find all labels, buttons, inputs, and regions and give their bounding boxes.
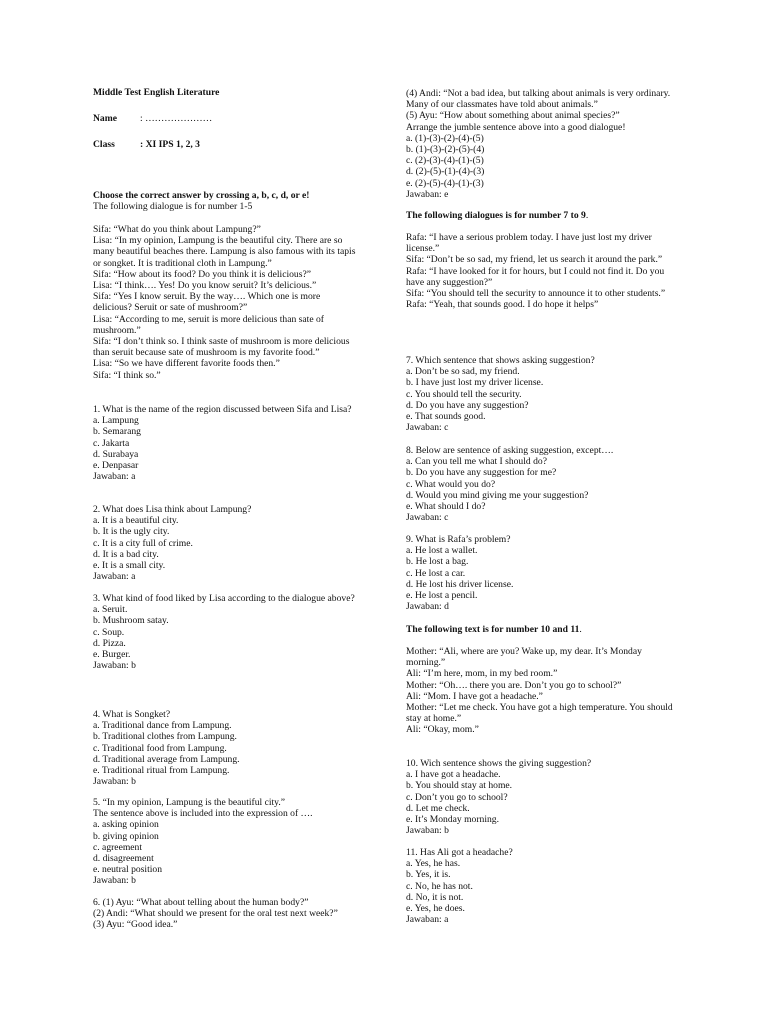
option[interactable]: d. It is a bad city. bbox=[93, 548, 159, 560]
option[interactable]: c. Jakarta bbox=[93, 437, 130, 449]
dialogue-line: Sifa: “What do you think about Lampung?” bbox=[93, 224, 261, 235]
option[interactable]: c. What would you do? bbox=[406, 478, 496, 490]
dialogue-line: Sifa: “Don’t be so sad, my friend, let us search it around the park.” bbox=[406, 254, 663, 266]
answer: Jawaban: e bbox=[406, 188, 449, 200]
question-6-part1 bbox=[93, 897, 361, 931]
option[interactable]: c. Soup. bbox=[93, 626, 125, 638]
section-heading: The following text is for number 10 and 11 bbox=[406, 624, 580, 635]
title-text: Middle Test English Literature bbox=[93, 87, 220, 98]
answer: Jawaban: d bbox=[406, 601, 449, 613]
dialogue-line: Sifa: “I don’t think so. I think saste of mushroom is more delicious than seruit because sate of mushroom is my favorite food.” bbox=[93, 336, 350, 359]
name-label: Name bbox=[93, 113, 117, 124]
section-heading-tail: . bbox=[579, 624, 582, 635]
option[interactable]: d. (2)-(5)-(1)-(4)-(3) bbox=[406, 166, 485, 178]
question-stem: Arrange the jumble sentence above into a good dialogue! bbox=[406, 121, 626, 133]
option[interactable]: b. Semarang bbox=[93, 426, 141, 438]
name-value: : ………………… bbox=[140, 113, 213, 124]
answer: Jawaban: b bbox=[93, 776, 136, 788]
dialogue-line: Ali: “I’m here, mom, in my bed room.” bbox=[406, 668, 558, 680]
dialogue-line: Mother: “Let me check. You have got a high temperature. You should stay at home.” bbox=[406, 702, 673, 725]
dialogue-line: Mother: “Oh…. there you are. Don’t you go to school?” bbox=[406, 679, 622, 691]
question-1 bbox=[93, 404, 361, 482]
heading-10-11 bbox=[406, 624, 674, 635]
dialogue-line: Sifa: “How about its food? Do you think it is delicious?” bbox=[93, 268, 311, 280]
option[interactable]: e. Yes, he does. bbox=[406, 903, 465, 915]
question-stem: 4. What is Songket? bbox=[93, 709, 171, 720]
question-stem: 3. What kind of food liked by Lisa according to the dialogue above? bbox=[93, 593, 355, 604]
option[interactable]: c. It is a city full of crime. bbox=[93, 537, 193, 549]
dialogue-2 bbox=[406, 232, 674, 310]
section-heading: The following dialogues is for number 7 to 9 bbox=[406, 210, 586, 221]
option[interactable]: d. Would you mind giving me your suggestion? bbox=[406, 489, 589, 501]
class-label: Class bbox=[93, 139, 115, 150]
answer: Jawaban: b bbox=[93, 660, 136, 672]
dialogue-line: Lisa: “In my opinion, Lampung is the beautiful city. There are so many beautiful beaches there. Lampung is also famous with its tapis or songket. It is traditional cloth in Lampung.” bbox=[93, 235, 356, 269]
question-9 bbox=[406, 534, 674, 612]
option[interactable]: a. Don’t be so sad, my friend. bbox=[406, 366, 520, 378]
dialogue-line: Rafa: “I have looked for it for hours, but I could not find it. Do you have any suggestion?” bbox=[406, 265, 665, 288]
dialogue-line: Sifa: “I think so.” bbox=[93, 369, 161, 381]
question-4 bbox=[93, 709, 361, 787]
class-row bbox=[93, 139, 200, 150]
dialogue-line: Rafa: “Yeah, that sounds good. I do hope it helps” bbox=[406, 299, 599, 311]
instruction-block bbox=[93, 190, 361, 212]
option[interactable]: e. It is a small city. bbox=[93, 560, 166, 572]
option[interactable]: c. Don’t you go to school? bbox=[406, 791, 508, 803]
option[interactable]: d. Pizza. bbox=[93, 637, 126, 649]
question-stem: 1. What is the name of the region discussed between Sifa and Lisa? bbox=[93, 404, 352, 415]
question-stem: (2) Andi: “What should we present for the oral test next week?” bbox=[93, 908, 338, 920]
option[interactable]: b. Do you have any suggestion for me? bbox=[406, 467, 557, 479]
question-stem: 2. What does Lisa think about Lampung? bbox=[93, 504, 252, 515]
option[interactable]: c. (2)-(3)-(4)-(1)-(5) bbox=[406, 155, 484, 167]
dialogue-line: Lisa: “I think…. Yes! Do you know seruit? It’s delicious.” bbox=[93, 280, 317, 292]
class-value: : XI IPS 1, 2, 3 bbox=[140, 139, 200, 150]
option[interactable]: d. disagreement bbox=[93, 853, 154, 865]
option[interactable]: b. You should stay at home. bbox=[406, 780, 513, 792]
question-2 bbox=[93, 504, 361, 582]
dialogue-line: Sifa: “Yes I know seruit. By the way…. Which one is more delicious? Seruit or sate of mushroom?” bbox=[93, 291, 321, 314]
option[interactable]: d. Surabaya bbox=[93, 448, 139, 460]
question-5 bbox=[93, 797, 361, 887]
option[interactable]: e. neutral position bbox=[93, 864, 163, 876]
question-stem: 5. “In my opinion, Lampung is the beautiful city.” bbox=[93, 797, 286, 808]
dialogue-line: Lisa: “So we have different favorite foods then.” bbox=[93, 358, 280, 370]
instruction: Choose the correct answer by crossing a, b, c, d, or e! bbox=[93, 190, 310, 201]
question-stem: (4) Andi: “Not a bad idea, but talking about animals is very ordinary. Many of our classmates have told about animals.” bbox=[406, 88, 671, 111]
option[interactable]: e. Burger. bbox=[93, 649, 131, 661]
option[interactable]: c. He lost a car. bbox=[406, 567, 466, 579]
answer: Jawaban: b bbox=[93, 875, 136, 887]
dialogue-line: Sifa: “You should tell the security to announce it to other students.” bbox=[406, 288, 666, 300]
option[interactable]: c. No, he has not. bbox=[406, 880, 473, 892]
question-10 bbox=[406, 758, 674, 836]
option[interactable]: a. Seruit. bbox=[93, 604, 128, 616]
option[interactable]: e. That sounds good. bbox=[406, 411, 486, 423]
question-stem: The sentence above is included into the expression of …. bbox=[93, 808, 313, 820]
answer: Jawaban: c bbox=[406, 422, 449, 434]
answer: Jawaban: b bbox=[406, 825, 449, 837]
option[interactable]: a. I have got a headache. bbox=[406, 769, 501, 781]
option[interactable]: b. Mushroom satay. bbox=[93, 615, 169, 627]
option[interactable]: e. Denpasar bbox=[93, 460, 139, 472]
answer: Jawaban: a bbox=[93, 471, 136, 483]
option[interactable]: c. You should tell the security. bbox=[406, 388, 522, 400]
question-stem: 11. Has Ali got a headache? bbox=[406, 847, 513, 858]
dialogue-line: Mother: “Ali, where are you? Wake up, my dear. It’s Monday morning.” bbox=[406, 646, 642, 669]
question-stem: 7. Which sentence that shows asking suggestion? bbox=[406, 355, 595, 366]
answer: Jawaban: a bbox=[406, 914, 449, 926]
dialogue-1 bbox=[93, 224, 361, 381]
dialogue-line: Ali: “Okay, mom.” bbox=[406, 724, 479, 736]
option[interactable]: e. What should I do? bbox=[406, 501, 486, 513]
option[interactable]: a. It is a beautiful city. bbox=[93, 515, 179, 527]
option[interactable]: b. I have just lost my driver license. bbox=[406, 377, 544, 389]
option[interactable]: a. Can you tell me what I should do? bbox=[406, 456, 547, 468]
option[interactable]: c. Traditional food from Lampung. bbox=[93, 742, 227, 754]
option[interactable]: a. asking opinion bbox=[93, 819, 159, 831]
option[interactable]: d. No, it is not. bbox=[406, 891, 464, 903]
option[interactable]: a. He lost a wallet. bbox=[406, 545, 478, 557]
question-stem: (5) Ayu: “How about something about animal species?” bbox=[406, 110, 620, 122]
option[interactable]: d. He lost his driver license. bbox=[406, 578, 514, 590]
option[interactable]: b. (1)-(3)-(2)-(5)-(4) bbox=[406, 144, 485, 156]
question-stem: 10. Wich sentence shows the giving suggestion? bbox=[406, 758, 592, 769]
option[interactable]: a. Yes, he has. bbox=[406, 858, 461, 870]
heading-7-9 bbox=[406, 210, 674, 221]
option[interactable]: c. agreement bbox=[93, 841, 143, 853]
option[interactable]: b. Yes, it is. bbox=[406, 869, 451, 881]
question-stem: 8. Below are sentence of asking suggestion, except…. bbox=[406, 445, 614, 456]
question-8 bbox=[406, 445, 674, 523]
dialogue-3 bbox=[406, 646, 674, 736]
option[interactable]: b. Traditional clothes from Lampung. bbox=[93, 731, 237, 743]
dialogue-line: Lisa: “According to me, seruit is more delicious than sate of mushroom.” bbox=[93, 313, 324, 336]
answer: Jawaban: a bbox=[93, 571, 136, 583]
question-11 bbox=[406, 847, 674, 925]
question-stem: 9. What is Rafa’s problem? bbox=[406, 534, 511, 545]
option[interactable]: e. He lost a pencil. bbox=[406, 590, 478, 602]
question-6-part2 bbox=[406, 88, 674, 200]
question-7 bbox=[406, 355, 674, 433]
option[interactable]: b. giving opinion bbox=[93, 830, 159, 842]
section-heading-tail: . bbox=[585, 210, 589, 221]
option[interactable]: d. Do you have any suggestion? bbox=[406, 399, 529, 411]
option[interactable]: b. It is the ugly city. bbox=[93, 526, 170, 538]
option[interactable]: e. (2)-(5)-(4)-(1)-(3) bbox=[406, 177, 484, 189]
option[interactable]: a. (1)-(3)-(2)-(4)-(5) bbox=[406, 132, 484, 144]
option[interactable]: d. Traditional average from Lampung. bbox=[93, 753, 240, 765]
option[interactable]: a. Traditional dance from Lampung. bbox=[93, 720, 232, 732]
question-stem: (3) Ayu: “Good idea.” bbox=[93, 919, 178, 931]
option[interactable]: b. He lost a bag. bbox=[406, 556, 469, 568]
option[interactable]: d. Let me check. bbox=[406, 802, 470, 814]
option[interactable]: e. It’s Monday morning. bbox=[406, 814, 499, 826]
dialogue-line: Rafa: “I have a serious problem today. I have just lost my driver license.” bbox=[406, 232, 652, 255]
test-title bbox=[93, 87, 219, 98]
name-row bbox=[93, 113, 212, 124]
option[interactable]: e. Traditional ritual from Lampung. bbox=[93, 765, 230, 777]
intro-1-5: The following dialogue is for number 1-5 bbox=[93, 201, 253, 213]
question-stem: 6. (1) Ayu: “What about telling about the human body?” bbox=[93, 897, 309, 908]
question-3 bbox=[93, 593, 361, 671]
dialogue-line: Ali: “Mom. I have got a headache.” bbox=[406, 690, 543, 702]
answer: Jawaban: c bbox=[406, 512, 449, 524]
option[interactable]: a. Lampung bbox=[93, 415, 139, 427]
